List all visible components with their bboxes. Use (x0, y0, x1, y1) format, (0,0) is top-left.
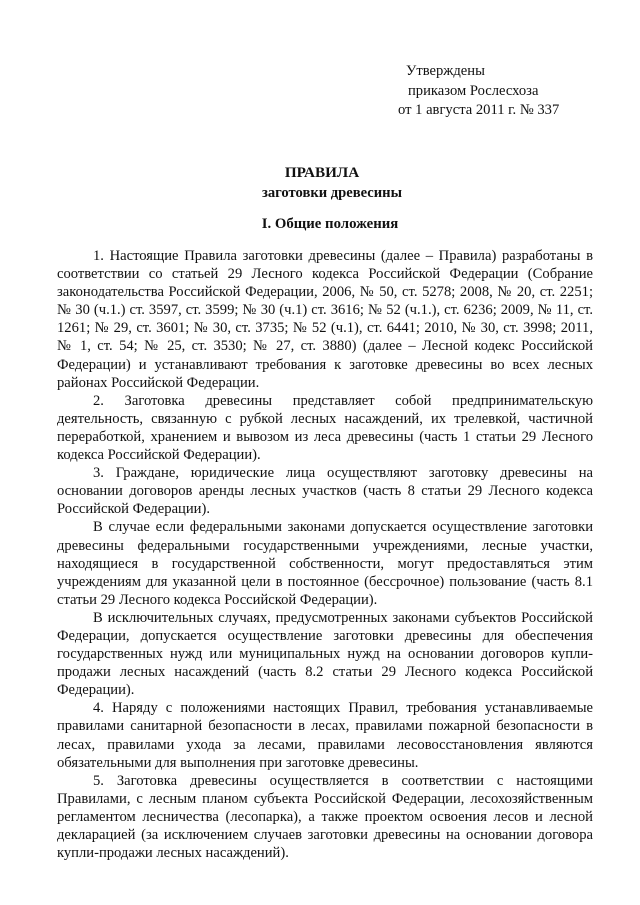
document-subtitle: заготовки древесины (262, 185, 402, 201)
paragraph-5: 5. Заготовка древесины осуществляется в соответствии с настоящими Правилами, с лесным планом субъекта Российской Федерации, лесохозяйственным регламентом лесничества (лесопарка), а также проектом освоения лесов и лесной декларацией (за исключением случаев заготовки древесины на основании договора купли-продажи лесных насаждений). (57, 772, 593, 862)
paragraph-3-exceptional-cases: В исключительных случаях, предусмотренных законами субъектов Российской Федерации, допускается осуществление заготовки древесины для обеспечения государственных нужд или муниципальных нужд на основании договоров купли-продажи лесных насаждений (часть 8.2 статьи 29 Лесного кодекса Российской Федерации). (57, 609, 593, 699)
paragraph-3-federal-institutions: В случае если федеральными законами допускается осуществление заготовки древесины федеральными государственными учреждениями, лесные участки, находящиеся в государственной собственности, могут предоставляться этим учреждениям для указанной цели в постоянное (бессрочное) пользование (часть 8.1 статьи 29 Лесного кодекса Российской Федерации). (57, 519, 593, 608)
paragraph-1: 1. Настоящие Правила заготовки древесины (далее – Правила) разработаны в соответствии со статьей 29 Лесного кодекса Российской Федерации (Собрание законодательства Российской Федерации, 2006, № 50, ст. 5278; 2008, № 20, ст. 2251; № 30 (ч.1.) ст. 3597, ст. 3599; № 30 (ч.1) ст. 3616; № 52 (ч.1.), ст. 6236; 2009, № 11, ст. 1261; № 29, ст. 3601; № 30, ст. 3735; № 52 (ч.1), ст. 6441; 2010, № 30, ст. 3998; 2011, № 1, ст. 54; № 25, ст. 3530; № 27, ст. 3880) (далее – Лесной кодекс Российской Федерации) и устанавливают требования к заготовке древесины во всех лесных районах Российской Федерации. (57, 248, 593, 391)
document-body (57, 247, 593, 862)
approval-line-date: от 1 августа 2011 г. № 337 (398, 102, 560, 118)
approval-line-approved: Утверждены (406, 63, 485, 79)
paragraph-3: 3. Граждане, юридические лица осуществляют заготовку древесины на основании договоров аренды лесных участков (часть 8 статьи 29 Лесного кодекса Российской Федерации). (57, 465, 593, 518)
approval-line-order: приказом Рослесхоза (408, 82, 539, 99)
approval-stamp (398, 62, 559, 121)
paragraph-2: 2. Заготовка древесины представляет собой предпринимательскую деятельность, связанную с рубкой лесных насаждений, их трелевкой, частичной переработкой, хранением и вывозом из леса древесины (часть 1 статьи 29 Лесного кодекса Российской Федерации). (57, 392, 593, 464)
section-heading: I. Общие положения (261, 216, 399, 232)
paragraph-4: 4. Наряду с положениями настоящих Правил, требования устанавливаемые правилами санитарной безопасности в лесах, правилами пожарной безопасности в лесах, правилами ухода за лесами, правилами лесовосстановления являются обязательными для выполнения при заготовке древесины. (57, 700, 593, 771)
document-title: ПРАВИЛА (284, 164, 360, 181)
